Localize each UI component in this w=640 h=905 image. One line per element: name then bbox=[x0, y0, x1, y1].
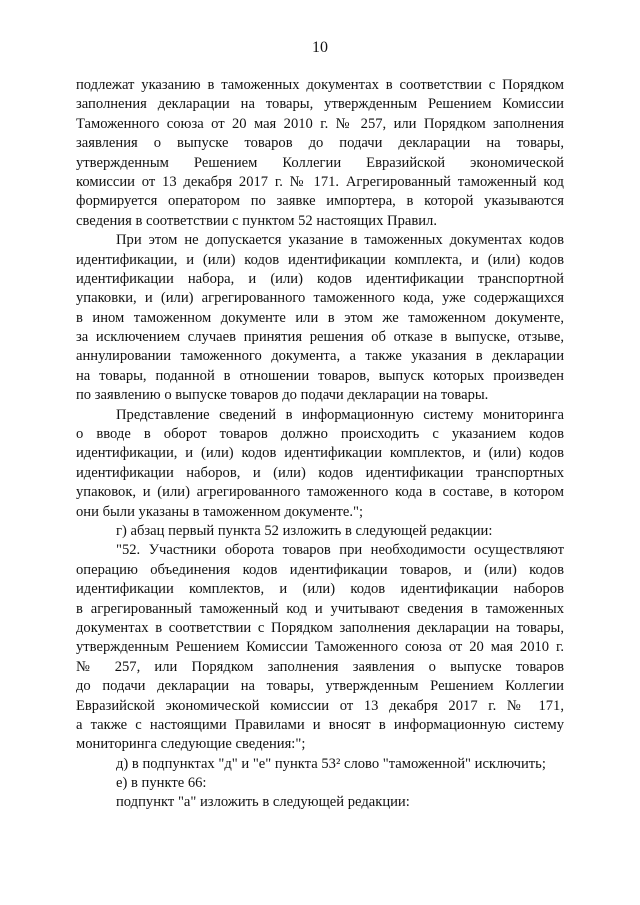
text-line: идентификации, и (или) кодов идентификации комплектов, и (или) кодов bbox=[76, 445, 564, 462]
text-line: "52. Участники оборота товаров при необходимости осуществляют bbox=[116, 542, 564, 559]
text-line: подлежат указанию в таможенных документах в соответствии с Порядком bbox=[76, 77, 564, 93]
text-line: аннулировании таможенного документа, а также указания в декларации bbox=[76, 348, 564, 365]
text-line: упаковки, и (или) агрегированного таможенного кода, уже содержащихся bbox=[76, 290, 564, 307]
text-line: на товары, поданной в отношении товаров, выпуск которых произведен bbox=[76, 367, 564, 384]
page-number: 10 bbox=[312, 39, 328, 56]
text-line: а также с настоящими Правилами и вносят в информационную систему bbox=[76, 716, 564, 733]
text-line: в ином таможенном документе или в этом же таможенном документе, bbox=[76, 309, 564, 326]
text-line: е) в пункте 66: bbox=[116, 775, 207, 792]
text-line: за исключением случаев принятия решения об отказе в выпуске, отзыве, bbox=[76, 329, 564, 346]
text-line: идентификации набора, и (или) кодов идентификации транспортной bbox=[76, 270, 564, 287]
text-line: утвержденным Решением Коллегии Евразийской экономической bbox=[76, 154, 564, 171]
text-line: г) абзац первый пункта 52 изложить в следующей редакции: bbox=[116, 522, 493, 539]
text-line: они были указаны в таможенном документе."; bbox=[76, 503, 364, 520]
text-line: в агрегированный таможенный код и учитывают сведения в таможенных bbox=[76, 600, 564, 617]
text-line: документах в соответствии с Порядком заполнения декларации на товары, bbox=[76, 619, 564, 636]
text-line: до подачи декларации на товары, утвержденным Решением Коллегии bbox=[76, 678, 564, 695]
text-line: идентификации наборов, и (или) кодов идентификации транспортных bbox=[76, 464, 564, 481]
text-line: д) в подпунктах "д" и "е" пункта 53² слово "таможенной" исключить; bbox=[116, 755, 546, 772]
text-line: утвержденным Решением Комиссии Таможенного союза от 20 мая 2010 г. bbox=[76, 639, 564, 656]
document-body bbox=[76, 76, 564, 813]
text-line: мониторинга следующие сведения:"; bbox=[76, 736, 306, 753]
text-line: сведения в соответствии с пунктом 52 настоящих Правил. bbox=[76, 212, 437, 229]
text-line: упаковок, и (или) агрегированного таможенного кода в составе, в котором bbox=[76, 484, 564, 501]
text-line: Таможенного союза от 20 мая 2010 г. № 257, или Порядком заполнения bbox=[76, 115, 564, 132]
text-line: формируется оператором по заявке импортера, в которой указываются bbox=[76, 193, 564, 210]
text-line: операцию объединения кодов идентификации товаров, и (или) кодов bbox=[76, 561, 564, 578]
text-line: по заявлению о выпуске товаров до подачи декларации на товары. bbox=[76, 387, 489, 404]
text-line: Евразийской экономической комиссии от 13 декабря 2017 г. № 171, bbox=[76, 697, 564, 714]
text-line: комиссии от 13 декабря 2017 г. № 171. Агрегированный таможенный код bbox=[76, 173, 564, 190]
text-line: Представление сведений в информационную систему мониторинга bbox=[116, 406, 564, 423]
text-line: заполнения декларации на товары, утвержденным Решением Комиссии bbox=[76, 96, 564, 113]
text-line: о вводе в оборот товаров должно происходить с указанием кодов bbox=[76, 426, 564, 443]
text-line: идентификации комплектов, и (или) кодов идентификации наборов bbox=[76, 581, 564, 598]
text-line: заявления о выпуске товаров до подачи декларации на товары, bbox=[76, 135, 564, 152]
text-line: При этом не допускается указание в таможенных документах кодов bbox=[116, 232, 564, 249]
text-line: идентификации, и (или) кодов идентификации комплекта, и (или) кодов bbox=[76, 251, 564, 268]
text-line: подпункт "а" изложить в следующей редакции: bbox=[116, 794, 410, 811]
text-line: № 257, или Порядком заполнения заявления о выпуске товаров bbox=[76, 658, 564, 675]
